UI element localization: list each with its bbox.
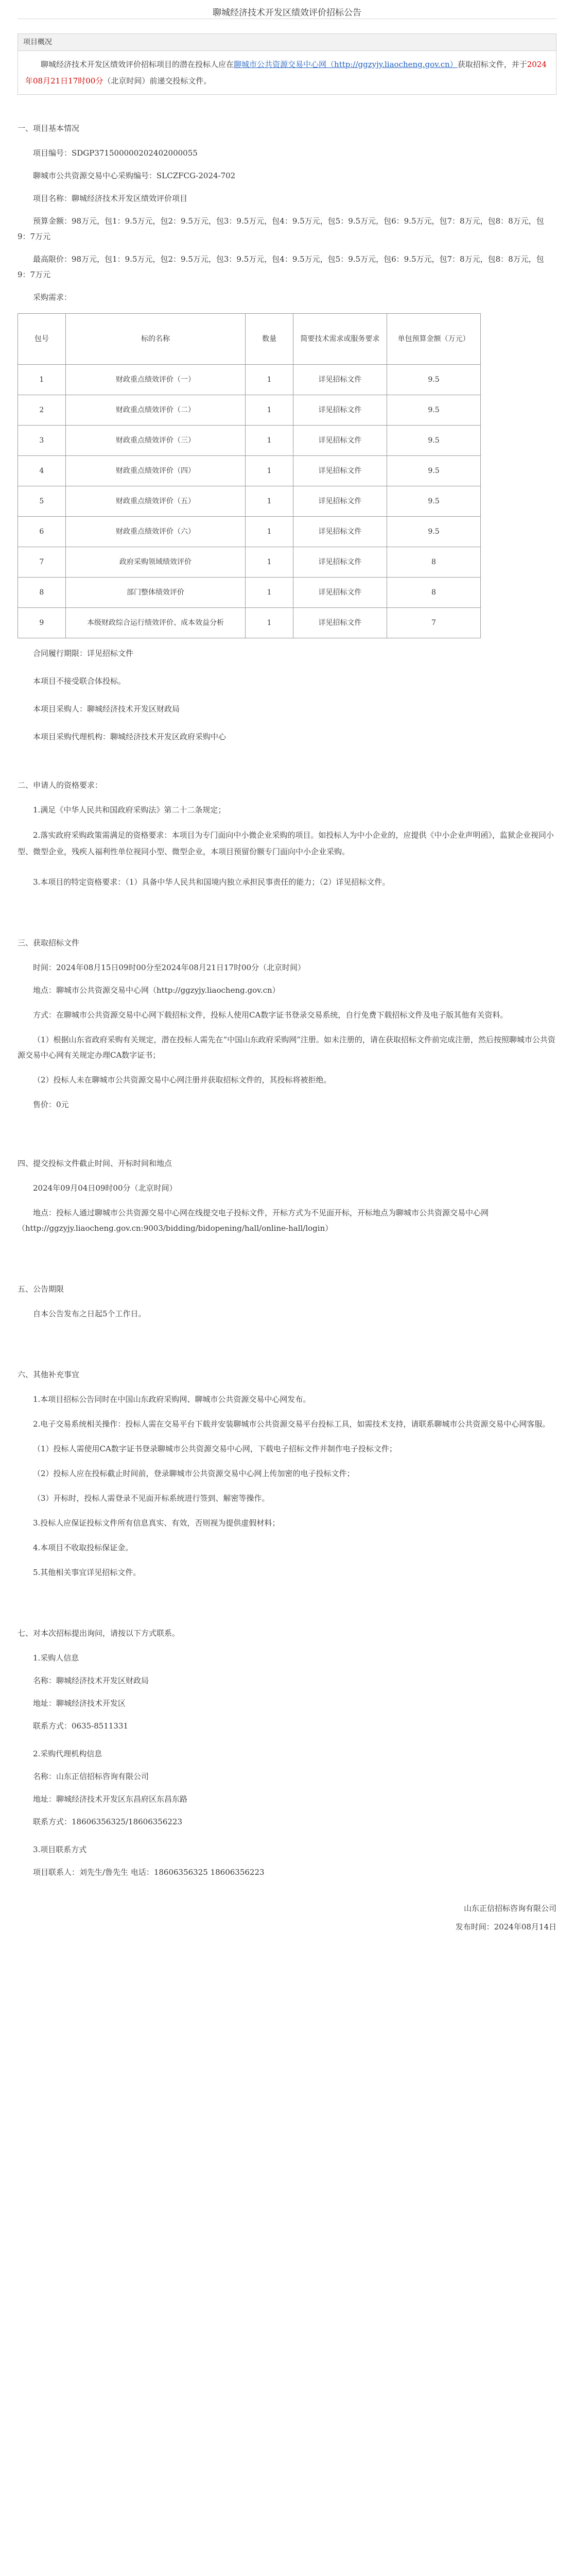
project-name: 项目名称：聊城经济技术开发区绩效评价项目 xyxy=(33,194,188,203)
cell-item-name: 财政重点绩效评价（六） xyxy=(65,517,246,547)
section-6-title: 六、其他补充事宜 xyxy=(18,1370,80,1379)
document-price: 售价：0元 xyxy=(33,1100,69,1109)
supplement-1: 1.本项目招标公告同时在中国山东政府采购网、聊城市公共资源交易中心网发布。 xyxy=(33,1395,311,1404)
cell-requirements: 详见招标文件 xyxy=(293,456,387,486)
cell-budget: 9.5 xyxy=(387,395,480,426)
section-2-title: 二、申请人的资格要求： xyxy=(18,781,103,790)
cell-budget: 9.5 xyxy=(387,365,480,395)
header-requirements: 简要技术需求或服务要求 xyxy=(293,314,387,365)
cell-quantity: 1 xyxy=(246,486,293,517)
purchase-number: 聊城市公共资源交易中心采购编号：SLCZFCG-2024-702 xyxy=(33,171,236,180)
announcement-period: 自本公告发布之日起5个工作日。 xyxy=(33,1309,146,1318)
supplement-5: （3）开标时，投标人需登录不见面开标系统进行签到、解密等操作。 xyxy=(33,1494,270,1503)
cell-budget: 9.5 xyxy=(387,486,480,517)
section-3-title: 三、获取招标文件 xyxy=(18,938,80,947)
table-row xyxy=(18,456,481,486)
summary-box xyxy=(18,33,556,95)
section-4-title: 四、提交投标文件截止时间、开标时间和地点 xyxy=(18,1159,172,1168)
cell-package-no: 8 xyxy=(18,578,66,608)
sign-date: 发布时间：2024年08月14日 xyxy=(455,1922,556,1931)
obtain-note-1: （1）根据山东省政府采购有关规定，潜在投标人需先在“中国山东政府采购网”注册。如未注册的，请在获取招标文件前完成注册，然后按照聊城市公共资源交易中心网有关规定办理CA数字证书； xyxy=(18,1035,555,1060)
sign-organization: 山东正信招标咨询有限公司 xyxy=(463,1904,556,1913)
agency-name: 名称：山东正信招标咨询有限公司 xyxy=(33,1772,149,1781)
summary-heading: 项目概况 xyxy=(18,34,556,51)
obtain-time-value: 2024年08月15日09时00分至2024年08月21日17时00分（北京时间） xyxy=(56,963,306,972)
no-consortium: 本项目不接受联合体投标。 xyxy=(33,676,126,686)
summary-text-mid: 获取招标文件，并于 xyxy=(457,60,527,69)
summary-site-link[interactable]: 聊城市公共资源交易中心网 xyxy=(234,60,327,69)
purchaser-name: 名称：聊城经济技术开发区财政局 xyxy=(33,1676,149,1685)
purchaser-info-title: 1.采购人信息 xyxy=(33,1653,79,1663)
cell-requirements: 详见招标文件 xyxy=(293,486,387,517)
cell-item-name: 财政重点绩效评价（一） xyxy=(65,365,246,395)
cell-quantity: 1 xyxy=(246,547,293,578)
section-5-title: 五、公告期限 xyxy=(18,1284,64,1294)
supplement-7: 4.本项目不收取投标保证金。 xyxy=(33,1543,133,1552)
cell-budget: 8 xyxy=(387,578,480,608)
supplement-3: （1）投标人需使用CA数字证书登录聊城市公共资源交易中心网，下载电子招标文件并制作电子投标文件； xyxy=(33,1444,397,1453)
table-row xyxy=(18,547,481,578)
cell-quantity: 1 xyxy=(246,608,293,638)
purchaser-line: 本项目采购人：聊城经济技术开发区财政局 xyxy=(33,704,180,714)
page-title: 聊城经济技术开发区绩效评价招标公告 xyxy=(213,8,361,18)
document-body xyxy=(0,33,574,1935)
table-row xyxy=(18,517,481,547)
cell-requirements: 详见招标文件 xyxy=(293,365,387,395)
cell-package-no: 4 xyxy=(18,456,66,486)
purchaser-address: 地址：聊城经济技术开发区 xyxy=(33,1699,126,1708)
cell-requirements: 详见招标文件 xyxy=(293,517,387,547)
purchaser-phone: 联系方式：0635-8511331 xyxy=(33,1721,129,1731)
summary-site-url[interactable]: （http://ggzyjy.liaocheng.gov.cn） xyxy=(326,60,458,69)
opening-place: 地点：投标人通过聊城市公共资源交易中心网在线提交电子投标文件，开标方式为不见面开标，开标地点为聊城市公共资源交易中心网（http://ggzyjy.liaocheng.gov.cn:9003/bidding/bidopening/hall/online-hall/login） xyxy=(18,1208,489,1233)
header-budget: 单包预算金额（万元） xyxy=(387,314,480,365)
header-package-no: 包号 xyxy=(18,314,66,365)
cell-requirements: 详见招标文件 xyxy=(293,547,387,578)
cell-requirements: 详见招标文件 xyxy=(293,578,387,608)
obtain-method: 方式：在聊城市公共资源交易中心网下载招标文件，投标人使用CA数字证书登录交易系统，自行免费下载招标文件及电子版其他有关资料。 xyxy=(33,1010,508,1020)
summary-body xyxy=(18,51,556,94)
contract-period: 合同履行期限：详见招标文件 xyxy=(33,649,134,658)
obtain-place: 地点：聊城市公共资源交易中心网（http://ggzyjy.liaocheng.gov.cn） xyxy=(33,986,280,995)
qualification-2: 2.落实政府采购政策需满足的资格要求：本项目为专门面向中小微企业采购的项目。如投标人为中小企业的，应提供《中小企业声明函》，监狱企业视同小型、微型企业，残疾人福利性单位视同小型、微型企业，本项目预留份额专门面向中小企业采购。 xyxy=(18,831,554,856)
cell-quantity: 1 xyxy=(246,517,293,547)
table-row xyxy=(18,608,481,638)
cell-requirements: 详见招标文件 xyxy=(293,426,387,456)
cell-budget: 8 xyxy=(387,547,480,578)
cell-quantity: 1 xyxy=(246,365,293,395)
cell-package-no: 3 xyxy=(18,426,66,456)
cell-quantity: 1 xyxy=(246,426,293,456)
obtain-time-label: 时间： xyxy=(33,963,57,972)
header-item-name: 标的名称 xyxy=(65,314,246,365)
table-header-row xyxy=(18,314,481,365)
cell-item-name: 财政重点绩效评价（三） xyxy=(65,426,246,456)
supplement-4: （2）投标人应在投标截止时间前，登录聊城市公共资源交易中心网上传加密的电子投标文件； xyxy=(33,1469,355,1478)
cell-package-no: 1 xyxy=(18,365,66,395)
cell-quantity: 1 xyxy=(246,578,293,608)
supplement-6: 3.投标人应保证投标文件所有信息真实、有效，否则视为提供虚假材料； xyxy=(33,1518,280,1528)
contact-title: 3.项目联系方式 xyxy=(33,1845,87,1854)
table-row xyxy=(18,486,481,517)
project-number: 项目编号：SDGP371500000202402000055 xyxy=(33,148,198,158)
supplement-2: 2.电子交易系统相关操作：投标人需在交易平台下载并安装聊城市公共资源交易平台投标工具，如需技术支持，请联系聊城市公共资源交易中心网客服。 xyxy=(33,1419,550,1429)
cell-quantity: 1 xyxy=(246,456,293,486)
deadline-time: 2024年09月04日09时00分（北京时间） xyxy=(33,1183,177,1193)
summary-deadline: 2024年08月21日17时00分 xyxy=(25,60,547,86)
cell-item-name: 财政重点绩效评价（五） xyxy=(65,486,246,517)
agency-line: 本项目采购代理机构：聊城经济技术开发区政府采购中心 xyxy=(33,732,227,741)
table-row xyxy=(18,426,481,456)
supplement-8: 5.其他相关事宜详见招标文件。 xyxy=(33,1568,141,1577)
cell-package-no: 9 xyxy=(18,608,66,638)
header-quantity: 数量 xyxy=(246,314,293,365)
cell-package-no: 6 xyxy=(18,517,66,547)
cell-requirements: 详见招标文件 xyxy=(293,608,387,638)
max-price: 最高限价：98万元，包1：9.5万元，包2：9.5万元，包3：9.5万元，包4：9.5万元，包5：9.5万元，包6：9.5万元，包7：8万元，包8：8万元，包9：7万元 xyxy=(18,255,544,279)
cell-package-no: 5 xyxy=(18,486,66,517)
summary-text-pre: 聊城经济技术开发区绩效评价招标项目的潜在投标人应在 xyxy=(41,60,234,69)
package-table xyxy=(18,313,481,638)
cell-item-name: 政府采购领域绩效评价 xyxy=(65,547,246,578)
section-7-title: 七、对本次招标提出询问，请按以下方式联系。 xyxy=(18,1629,180,1638)
contact-body: 项目联系人：刘先生/鲁先生 电话：18606356325 18606356223 xyxy=(33,1868,265,1877)
cell-item-name: 部门整体绩效评价 xyxy=(65,578,246,608)
cell-requirements: 详见招标文件 xyxy=(293,395,387,426)
cell-budget: 7 xyxy=(387,608,480,638)
table-row xyxy=(18,578,481,608)
cell-item-name: 财政重点绩效评价（二） xyxy=(65,395,246,426)
cell-item-name: 财政重点绩效评价（四） xyxy=(65,456,246,486)
cell-quantity: 1 xyxy=(246,395,293,426)
requirements-label: 采购需求： xyxy=(33,293,72,302)
agency-phone: 联系方式：18606356325/18606356223 xyxy=(33,1817,183,1826)
qualification-3: 3.本项目的特定资格要求：（1）具备中华人民共和国境内独立承担民事责任的能力；（2）详见招标文件。 xyxy=(33,877,390,887)
obtain-time xyxy=(18,960,556,975)
table-row xyxy=(18,365,481,395)
summary-text-post: （北京时间）前递交投标文件。 xyxy=(103,76,212,86)
obtain-note-2: （2）投标人未在聊城市公共资源交易中心网注册并获取招标文件的，其投标将被拒绝。 xyxy=(33,1075,332,1084)
cell-budget: 9.5 xyxy=(387,456,480,486)
cell-budget: 9.5 xyxy=(387,517,480,547)
cell-package-no: 7 xyxy=(18,547,66,578)
agency-address: 地址：聊城经济技术开发区东昌府区东昌东路 xyxy=(33,1794,188,1804)
table-row xyxy=(18,395,481,426)
cell-budget: 9.5 xyxy=(387,426,480,456)
qualification-1: 1.满足《中华人民共和国政府采购法》第二十二条规定； xyxy=(33,805,226,815)
agency-info-title: 2.采购代理机构信息 xyxy=(33,1749,102,1758)
cell-package-no: 2 xyxy=(18,395,66,426)
budget-amount: 预算金额：98万元，包1：9.5万元，包2：9.5万元，包3：9.5万元，包4：9.5万元，包5：9.5万元，包6：9.5万元，包7：8万元，包8：8万元，包9：7万元 xyxy=(18,216,544,241)
cell-item-name: 本级财政综合运行绩效评价、成本效益分析 xyxy=(65,608,246,638)
section-1-title: 一、项目基本情况 xyxy=(18,124,80,133)
